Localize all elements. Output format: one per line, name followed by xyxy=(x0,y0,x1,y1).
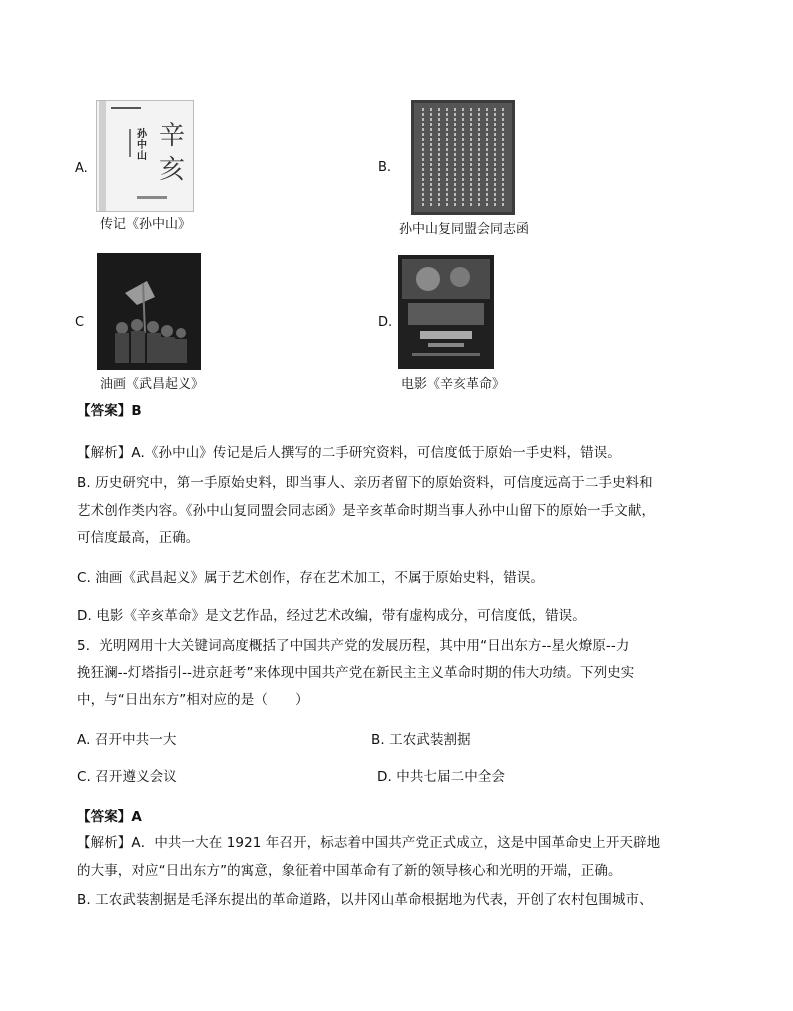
option-c-caption: 油画《武昌起义》 xyxy=(100,377,205,392)
option-b-letter: B. xyxy=(378,160,392,175)
q5-option-c: C. 召开遵义会议 xyxy=(77,769,177,785)
q4-answer: 【答案】B xyxy=(77,403,142,419)
q4-analysis-line-3: 艺术创作类内容。《孙中山复同盟会同志函》是辛亥革命时期当事人孙中山留下的原始一手文献， xyxy=(77,503,656,519)
q5-option-d: D. 中共七届二中全会 xyxy=(377,769,506,785)
q4-analysis-line-5: C. 油画《武昌起义》属于艺术创作，存在艺术加工，不属于原始史料，错误。 xyxy=(77,570,545,586)
q5-answer: 【答案】A xyxy=(77,809,142,825)
q5-stem-line-3: 中，与“日出东方”相对应的是（ ） xyxy=(77,692,309,708)
q5-stem-line-1: 5．光明网用十大关键词高度概括了中国共产党的发展历程，其中用“日出东方--星火燎原--力 xyxy=(77,638,630,654)
oil-painting-image xyxy=(97,253,201,370)
q5-analysis-line-3: B. 工农武装割据是毛泽东提出的革命道路，以井冈山革命根据地为代表，开创了农村包围城市、 xyxy=(77,892,653,908)
q5-analysis-line-1: 【解析】A．中共一大在 1921 年召开，标志着中国共产党正式成立，这是中国革命史上开天辟地 xyxy=(77,835,661,851)
biography-cover-image xyxy=(96,100,194,212)
q4-analysis-line-2: B. 历史研究中，第一手原始史料，即当事人、亲历者留下的原始资料，可信度远高于二手史料和 xyxy=(77,475,653,491)
movie-poster-image xyxy=(398,255,494,369)
painting-texture xyxy=(97,253,201,370)
q4-analysis-line-6: D. 电影《辛亥革命》是文艺作品，经过艺术改编，带有虚构成分，可信度低，错误。 xyxy=(77,608,586,624)
option-c-letter: C xyxy=(75,315,85,330)
option-b-caption: 孙中山复同盟会同志函 xyxy=(399,222,530,237)
q5-option-a: A. 召开中共一大 xyxy=(77,732,177,748)
cover-big-title: 辛亥 xyxy=(159,121,186,185)
q5-option-b: B. 工农武装割据 xyxy=(371,732,471,748)
cover-title: 孙中山 xyxy=(137,129,147,162)
q5-analysis-line-2: 的大事，对应“日出东方”的寓意，象征着中国革命有了新的领导核心和光明的开端，正确。 xyxy=(77,863,622,879)
option-d-letter: D. xyxy=(378,315,393,330)
option-a-caption: 传记《孙中山》 xyxy=(100,217,192,232)
poster-texture xyxy=(398,255,494,369)
option-a-letter: A. xyxy=(75,161,88,176)
option-d-caption: 电影《辛亥革命》 xyxy=(401,377,506,392)
letter-manuscript-image xyxy=(411,100,515,215)
q4-analysis-line-4: 可信度最高，正确。 xyxy=(77,530,200,546)
manuscript-texture xyxy=(411,100,515,215)
q4-analysis-line-1: 【解析】A.《孙中山》传记是后人撰写的二手研究资料，可信度低于原始一手史料，错误。 xyxy=(77,445,621,461)
q5-stem-line-2: 挽狂澜--灯塔指引--进京赶考”来体现中国共产党在新民主主义革命时期的伟大功绩。下列史实 xyxy=(77,665,635,681)
